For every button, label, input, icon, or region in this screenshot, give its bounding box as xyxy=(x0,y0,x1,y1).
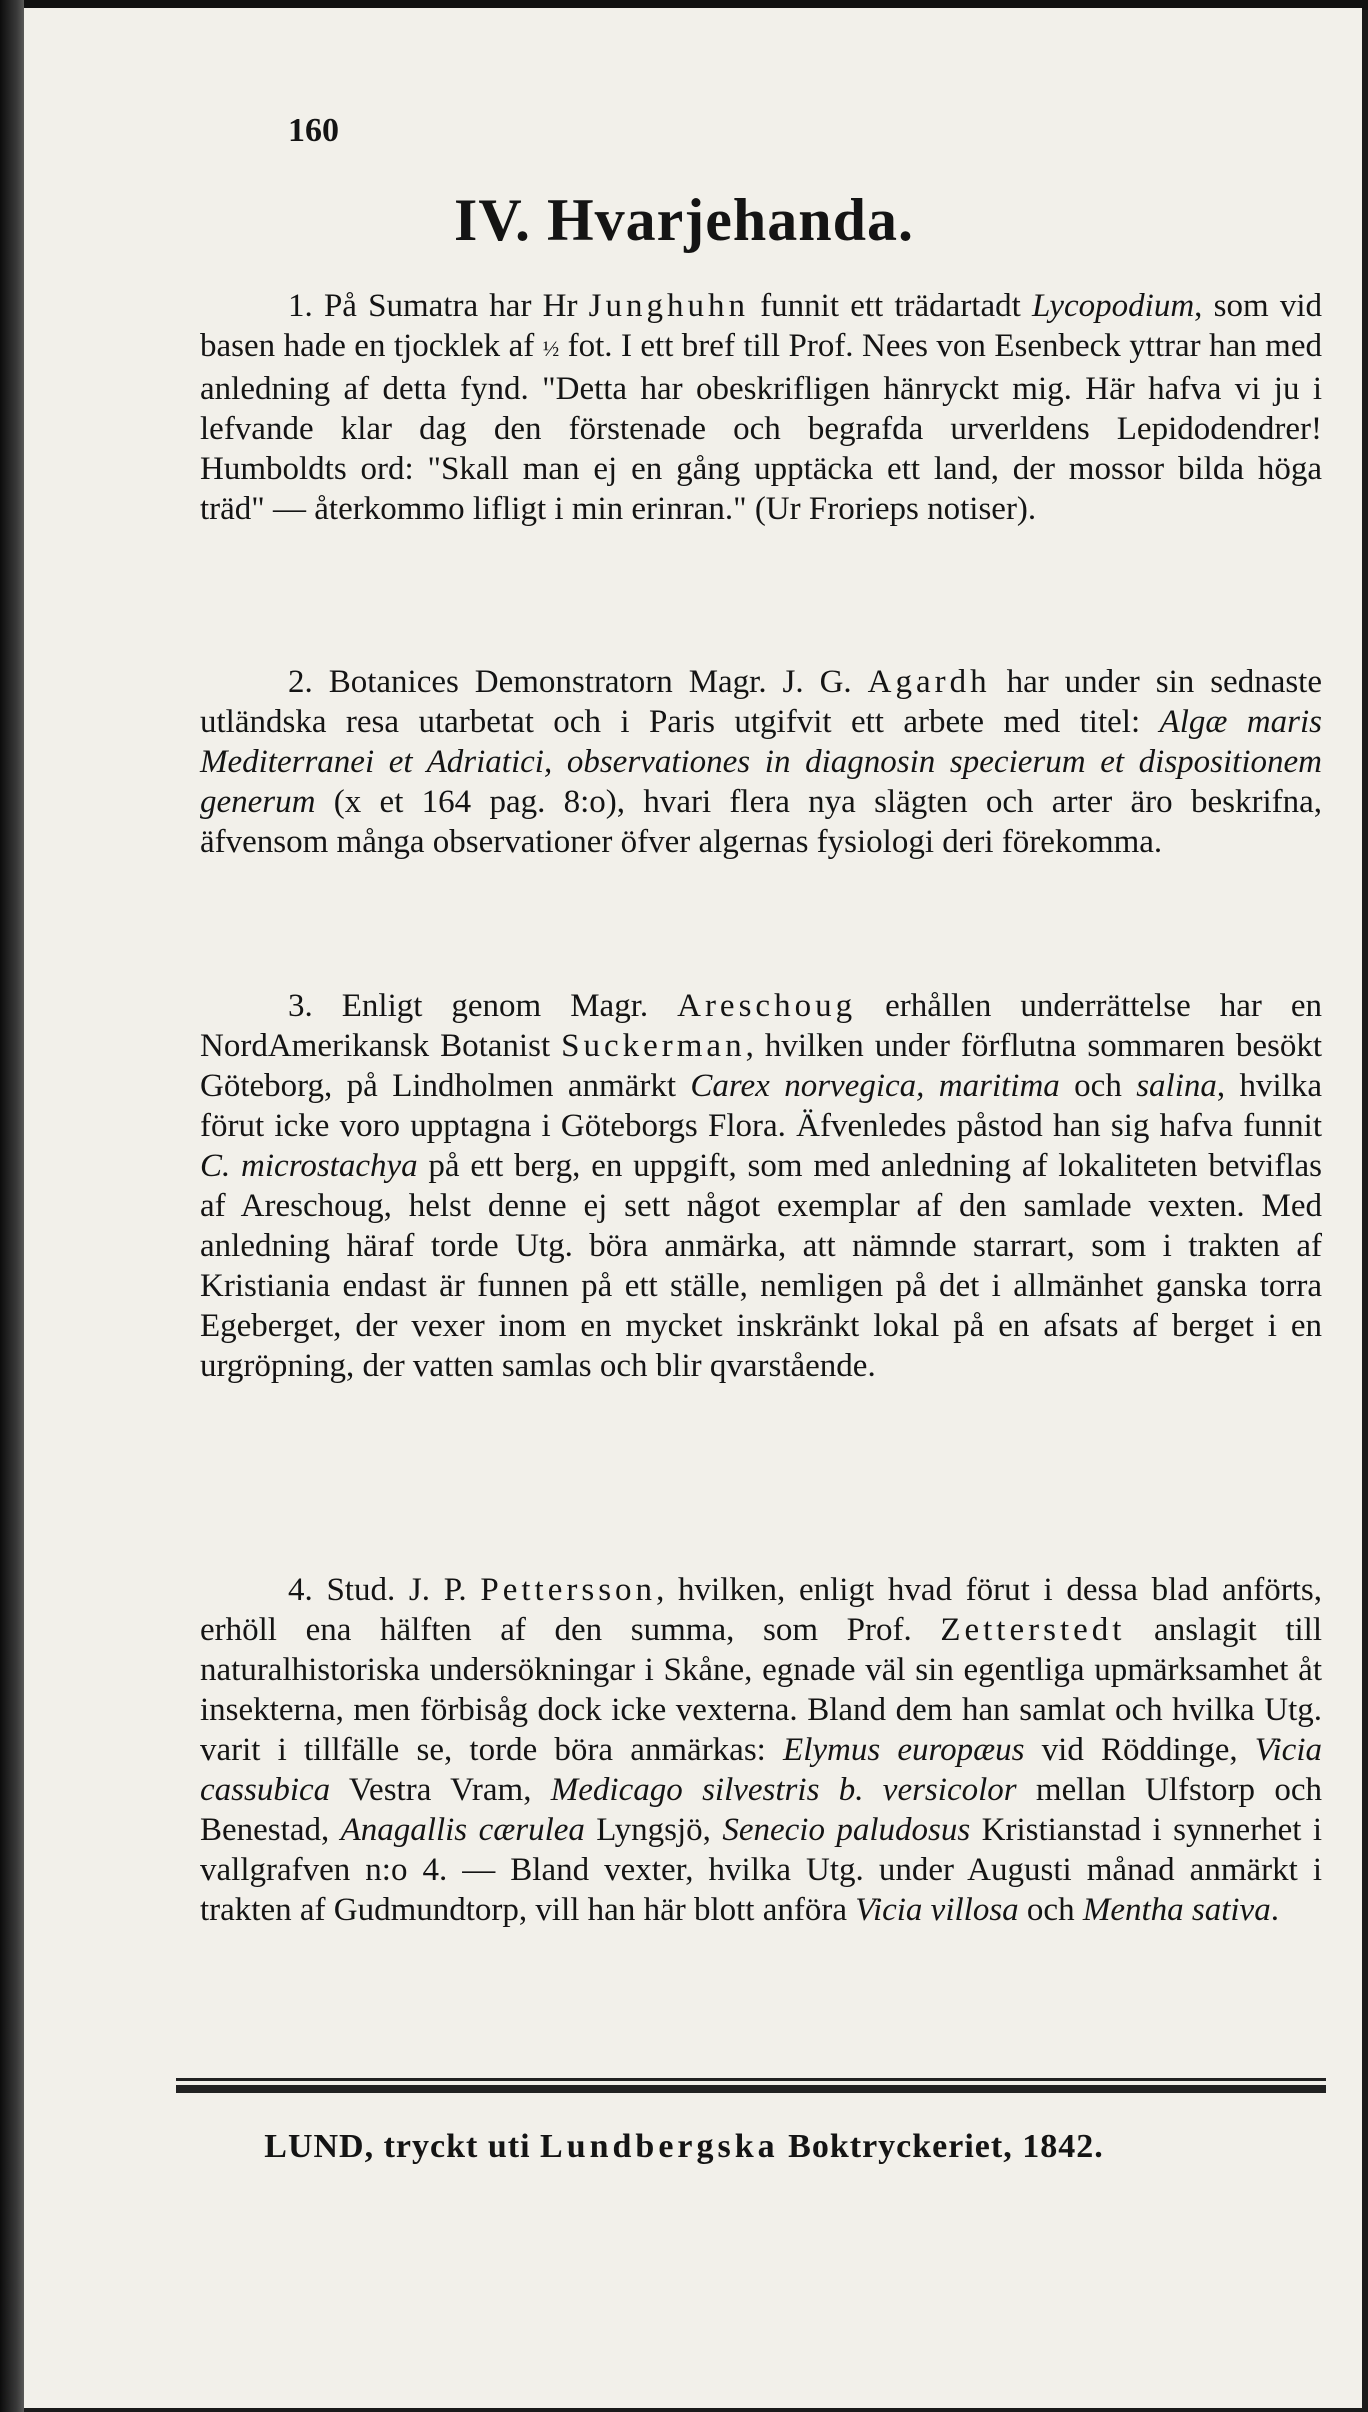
paragraph-3 xyxy=(200,986,1322,1386)
p4-text-f: mellan Ulfstorp och Benestad, xyxy=(200,1772,1323,1848)
p2-text-a: 2. Botanices Demonstratorn Magr. J. G. xyxy=(288,664,868,700)
p4-text-i: och xyxy=(1018,1892,1083,1928)
imprint-text-b: Boktryckeriet, 1842. xyxy=(778,2128,1104,2165)
p3-text-a: 3. Enligt genom Magr. xyxy=(288,988,678,1024)
p3-taxon-1: Carex norvegica, maritima xyxy=(690,1068,1060,1104)
p1-text-d: fot. I ett bref till Prof. Nees von Esenbeck yttrar han med anledning af detta fynd. "Detta har obeskrifligen hänryckt mig. Här hafva vi ju i lefvande klar dag den förstenade och begrafda urverldens Lepidodendrer! Humboldts ord: "Skall man ej en gång upptäcka ett land, der mossor bilda höga träd" — återkommo lifligt i min erinran." (Ur Frorieps notiser). xyxy=(200,328,1322,527)
scan-left-edge xyxy=(0,0,24,2412)
paragraph-1 xyxy=(200,286,1322,529)
p2-text-b: har under sin sednaste utländska resa utarbetat och i Paris utgifvit ett arbete med titel: xyxy=(200,664,1322,740)
p4-text-e: Vestra Vram, xyxy=(330,1772,551,1808)
p4-text-h: Kristianstad i synnerhet i vallgrafven n:o 4. — Bland vexter, hvilka Utg. under Augusti månad anmärkt i trakten af Gudmundtorp, vill han här blott anföra xyxy=(200,1812,1322,1928)
p3-person-name-1: Areschoug xyxy=(677,988,857,1024)
p4-taxon-4: Anagallis cærulea xyxy=(340,1812,585,1848)
closing-rule-thick xyxy=(176,2085,1326,2093)
section-heading: IV. Hvarjehanda. xyxy=(454,187,914,253)
p1-person-name: Junghuhn xyxy=(588,288,749,324)
p4-taxon-2: Vicia cassubica xyxy=(200,1732,1322,1808)
p3-text-c: , hvilken under förflutna sommaren besökt Göteborg, på Lindholmen anmärkt xyxy=(200,1028,1322,1104)
paragraph-4 xyxy=(200,1570,1322,1930)
p3-taxon-3: C. microstachya xyxy=(200,1148,418,1184)
p3-text-f: på ett berg, en uppgift, som med anledning af lokaliteten betviflas af Areschoug, helst denne ej sett något exemplar af den samlade vexten. Med anledning häraf torde Utg. böra anmärka, att nämnde starrart, som i trakten af Kristiania endast är funnen på ett ställe, nemligen på det i allmänhet ganska torra Egeberget, der vexer inom en mycket inskränkt lokal på en afsats af berget i en urgröpning, der vatten samlas och blir qvarstående. xyxy=(200,1148,1322,1384)
imprint-text-a: LUND, tryckt uti xyxy=(264,2128,541,2165)
p1-taxon: Lycopodium xyxy=(1032,288,1195,324)
imprint-line xyxy=(0,2128,1368,2166)
p4-taxon-5: Senecio paludosus xyxy=(722,1812,971,1848)
p4-taxon-6: Vicia villosa xyxy=(855,1892,1019,1928)
p1-text-c: , som vid basen hade en tjocklek af xyxy=(200,288,1322,364)
closing-rule-thin xyxy=(176,2078,1326,2081)
p4-text-g: Lyngsjö, xyxy=(584,1812,723,1848)
p4-text-b: , hvilken, enligt hvad förut i dessa blad anförts, erhöll ena hälften af den summa, som Prof. xyxy=(200,1572,1322,1648)
p4-person-name-1: Pettersson xyxy=(480,1572,657,1608)
p4-taxon-3: Medicago silvestris b. versicolor xyxy=(550,1772,1017,1808)
p1-text-b: funnit ett trädartadt xyxy=(748,288,1032,324)
p4-text-a: 4. Stud. J. P. xyxy=(288,1572,481,1608)
p4-person-name-2: Zetterstedt xyxy=(940,1612,1126,1648)
p1-text-a: 1. På Sumatra har Hr xyxy=(288,288,589,324)
p4-taxon-7: Mentha sativa xyxy=(1082,1892,1271,1928)
p2-text-c: (x et 164 pag. 8:o), hvari flera nya slägten och arter äro beskrifna, äfvensom många observationer öfver algernas fysiologi deri förekomma. xyxy=(200,784,1322,860)
p4-text-j: . xyxy=(1270,1892,1279,1928)
p1-fraction: ½ xyxy=(542,336,560,361)
page-number: 160 xyxy=(288,112,339,149)
p4-text-c: anslagit till naturalhistoriska undersökningar i Skåne, egnade väl sin egentliga upmärksamhet åt insekterna, men förbisåg dock icke vexterna. Bland dem han samlat och hvilka Utg. varit i tillfälle se, torde böra anmärkas: xyxy=(200,1612,1322,1768)
p3-taxon-2: salina xyxy=(1136,1068,1217,1104)
p4-text-d: vid Röddinge, xyxy=(1024,1732,1255,1768)
p3-text-b: erhållen underrättelse har en NordAmerikansk Botanist xyxy=(200,988,1323,1064)
p2-book-title: Algæ maris Mediterranei et Adriatici, observationes in diagnosin specierum et dispositionem generum xyxy=(200,704,1322,820)
p2-person-name: Agardh xyxy=(867,664,991,700)
imprint-printer-name: Lundbergska xyxy=(540,2128,779,2165)
p3-text-d: och xyxy=(1059,1068,1137,1104)
p4-taxon-1: Elymus europæus xyxy=(783,1732,1025,1768)
p3-person-name-2: Suckerman xyxy=(561,1028,746,1064)
p3-text-e: , hvilka förut icke voro upptagna i Göteborgs Flora. Äfvenledes påstod han sig hafva funnit xyxy=(200,1068,1323,1144)
paragraph-2 xyxy=(200,662,1322,862)
